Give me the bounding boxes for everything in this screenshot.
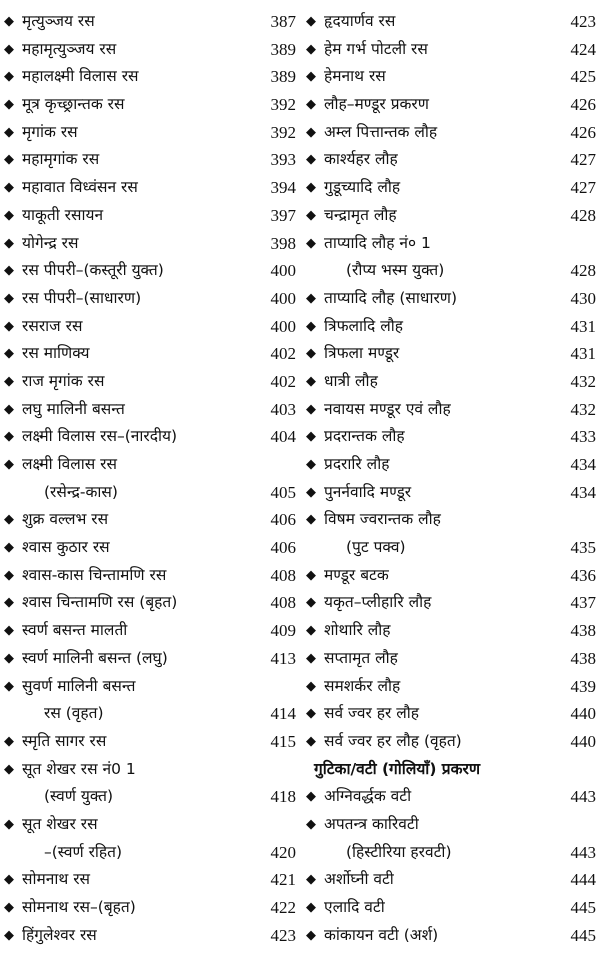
toc-entry xyxy=(4,617,296,645)
toc-entry-title: चन्द्रामृत लौह xyxy=(324,205,397,224)
toc-entry xyxy=(306,866,596,894)
toc-entry xyxy=(306,174,596,202)
toc-entry-page-number: 405 xyxy=(270,482,296,502)
toc-entry-page-number: 440 xyxy=(570,704,596,724)
toc-entry xyxy=(4,257,296,285)
toc-entry-page-number: 444 xyxy=(570,870,596,890)
toc-entry xyxy=(306,645,596,673)
toc-entry xyxy=(306,479,596,507)
toc-entry-title: शुक्र वल्लभ रस xyxy=(22,510,109,529)
toc-entry xyxy=(306,534,596,562)
toc-entry xyxy=(306,894,596,922)
toc-entry xyxy=(306,506,596,534)
diamond-bullet-icon: ◆ xyxy=(306,41,316,57)
toc-entry-title: श्वास कुठार रस xyxy=(22,538,110,557)
toc-entry-page-number: 418 xyxy=(270,787,296,807)
toc-entry-title: सप्तामृत लौह xyxy=(324,648,398,667)
toc-entry-page-number: 427 xyxy=(570,150,596,170)
toc-entry-title: प्रदरान्तक लौह xyxy=(324,427,405,446)
toc-entry-title: हेम गर्भ पोटली रस xyxy=(324,39,428,58)
diamond-bullet-icon: ◆ xyxy=(306,678,316,694)
diamond-bullet-icon: ◆ xyxy=(306,733,316,749)
diamond-bullet-icon: ◆ xyxy=(306,97,316,113)
toc-entry-title: शोथारि लौह xyxy=(324,621,391,640)
toc-entry xyxy=(306,230,596,258)
toc-entry-page-number: 426 xyxy=(570,122,596,142)
diamond-bullet-icon: ◆ xyxy=(4,567,14,583)
toc-entry-page-number: 426 xyxy=(570,95,596,115)
toc-entry-title: सोमनाथ रस–(बृहत) xyxy=(22,898,136,916)
toc-entry-page-number: 421 xyxy=(270,870,296,890)
toc-entry-page-number: 415 xyxy=(270,731,296,751)
toc-entry xyxy=(306,91,596,119)
toc-entry-page-number: 431 xyxy=(570,344,596,364)
diamond-bullet-icon: ◆ xyxy=(4,401,14,417)
diamond-bullet-icon: ◆ xyxy=(306,14,316,29)
toc-entry-title: लक्ष्मी विलास रस xyxy=(22,455,117,473)
toc-entry xyxy=(4,285,296,313)
toc-entry-title: कार्श्यहर लौह xyxy=(324,150,398,169)
toc-entry-page-number: 420 xyxy=(270,842,296,862)
toc-entry xyxy=(306,368,596,396)
toc-entry xyxy=(4,811,296,839)
toc-entry xyxy=(4,866,296,894)
diamond-bullet-icon: ◆ xyxy=(306,457,316,472)
toc-entry-title: एलादि वटी xyxy=(324,898,385,916)
toc-entry xyxy=(4,894,296,922)
toc-entry-page-number: 435 xyxy=(570,538,596,558)
toc-entry-page-number: 443 xyxy=(570,787,596,807)
toc-entry-title: कांकायन वटी (अर्श) xyxy=(324,925,439,944)
diamond-bullet-icon: ◆ xyxy=(4,927,14,943)
toc-entry-title: (पुट पक्व) xyxy=(346,538,406,557)
toc-entry xyxy=(4,451,296,479)
toc-entry xyxy=(306,285,596,313)
diamond-bullet-icon: ◆ xyxy=(4,152,14,168)
toc-entry-page-number: 438 xyxy=(570,621,596,641)
toc-entry-page-number: 439 xyxy=(570,676,596,696)
toc-entry-page-number: 387 xyxy=(270,12,296,31)
toc-entry xyxy=(4,700,296,728)
toc-entry xyxy=(4,728,296,756)
diamond-bullet-icon: ◆ xyxy=(306,180,316,196)
toc-entry-title: हेमनाथ रस xyxy=(324,67,386,86)
diamond-bullet-icon: ◆ xyxy=(4,97,14,113)
toc-entry-title: हिंगुलेश्वर रस xyxy=(22,925,97,944)
toc-entry-page-number: 389 xyxy=(270,39,296,59)
toc-entry-title: सुवर्ण मालिनी बसन्त xyxy=(22,676,136,695)
diamond-bullet-icon: ◆ xyxy=(4,678,14,694)
toc-entry-title: ताप्यादि लौह (साधारण) xyxy=(324,288,458,307)
toc-entry-title: मृगांक रस xyxy=(22,122,78,141)
toc-entry xyxy=(4,146,296,174)
toc-entry xyxy=(306,423,596,451)
toc-entry-title: समशर्कर लौह xyxy=(324,676,401,695)
diamond-bullet-icon: ◆ xyxy=(4,761,14,777)
toc-entry-page-number: 409 xyxy=(270,621,296,641)
diamond-bullet-icon: ◆ xyxy=(4,623,14,639)
toc-entry-title: ताप्यादि लौह नं० 1 xyxy=(324,233,431,252)
toc-entry-title: स्मृति सागर रस xyxy=(22,731,107,750)
toc-entry-title: रस पीपरी–(कस्तूरी युक्त) xyxy=(22,261,164,280)
toc-entry-title: (रौप्य भस्म युक्त) xyxy=(346,261,445,280)
toc-entry xyxy=(306,811,596,839)
diamond-bullet-icon: ◆ xyxy=(306,650,316,666)
toc-entry xyxy=(306,589,596,617)
toc-entry-title: स्वर्ण बसन्त मालती xyxy=(22,621,128,640)
toc-entry-title: लौह–मण्डूर प्रकरण xyxy=(324,95,429,114)
toc-entry-title: अपतन्त्र कारिवटी xyxy=(324,814,419,833)
toc-entry-title: अम्ल पित्तान्तक लौह xyxy=(324,122,438,141)
diamond-bullet-icon: ◆ xyxy=(4,816,14,832)
toc-entry-title: स्वर्ण मालिनी बसन्त (लघु) xyxy=(22,648,168,667)
diamond-bullet-icon: ◆ xyxy=(306,401,316,417)
toc-entry-title: धात्री लौह xyxy=(324,371,378,390)
toc-entry xyxy=(306,562,596,590)
toc-entry-page-number: 440 xyxy=(570,731,596,751)
toc-entry-page-number: 406 xyxy=(270,510,296,530)
diamond-bullet-icon: ◆ xyxy=(306,318,316,334)
toc-entry xyxy=(4,756,296,784)
toc-entry-title: गुडूच्यादि लौह xyxy=(324,178,401,197)
toc-entry xyxy=(306,63,596,91)
diamond-bullet-icon: ◆ xyxy=(306,872,316,888)
toc-entry-page-number: 433 xyxy=(570,427,596,447)
diamond-bullet-icon: ◆ xyxy=(4,124,14,140)
toc-entry xyxy=(4,63,296,91)
toc-entry-title: –(स्वर्ण रहित) xyxy=(44,842,123,861)
diamond-bullet-icon: ◆ xyxy=(306,816,316,832)
toc-entry xyxy=(306,8,596,36)
toc-entry-title: रस पीपरी–(साधारण) xyxy=(22,288,142,307)
toc-entry-page-number: 430 xyxy=(570,288,596,308)
diamond-bullet-icon: ◆ xyxy=(306,623,316,639)
diamond-bullet-icon: ◆ xyxy=(306,512,316,528)
toc-entry xyxy=(306,783,596,811)
toc-entry-page-number: 392 xyxy=(270,95,296,115)
toc-entry-title: हृदयार्णव रस xyxy=(324,12,396,30)
diamond-bullet-icon: ◆ xyxy=(4,346,14,362)
diamond-bullet-icon: ◆ xyxy=(306,207,316,223)
toc-entry xyxy=(306,340,596,368)
toc-entry-page-number: 402 xyxy=(270,344,296,364)
toc-entry xyxy=(306,313,596,341)
diamond-bullet-icon: ◆ xyxy=(306,429,316,445)
toc-entry-title: लघु मालिनी बसन्त xyxy=(22,399,125,418)
toc-entry xyxy=(4,91,296,119)
toc-entry xyxy=(306,396,596,424)
diamond-bullet-icon: ◆ xyxy=(4,373,14,389)
toc-column-left xyxy=(4,8,296,949)
section-heading xyxy=(306,756,596,784)
toc-entry-title: सूत शेखर रस नं0 1 xyxy=(22,759,136,778)
diamond-bullet-icon: ◆ xyxy=(4,235,14,251)
toc-entry xyxy=(4,562,296,590)
toc-entry-title: अग्निवर्द्धक वटी xyxy=(324,787,412,806)
toc-entry xyxy=(4,479,296,507)
toc-entry xyxy=(306,700,596,728)
toc-entry-page-number: 423 xyxy=(270,925,296,945)
toc-entry xyxy=(4,8,296,36)
toc-entry-title: महावात विध्वंसन रस xyxy=(22,178,138,197)
toc-entry-page-number: 392 xyxy=(270,122,296,142)
toc-entry-title: त्रिफला मण्डूर xyxy=(324,344,400,363)
toc-entry-title: नवायस मण्डूर एवं लौह xyxy=(324,399,451,418)
toc-entry-title: (स्वर्ण युक्त) xyxy=(44,787,114,806)
toc-entry xyxy=(306,673,596,701)
toc-entry-page-number: 427 xyxy=(570,178,596,198)
toc-entry xyxy=(306,36,596,64)
diamond-bullet-icon: ◆ xyxy=(4,900,14,915)
toc-entry xyxy=(4,230,296,258)
toc-entry-title: लक्ष्मी विलास रस–(नारदीय) xyxy=(22,427,178,446)
toc-entry-page-number: 425 xyxy=(570,67,596,87)
toc-entry-title: महालक्ष्मी विलास रस xyxy=(22,67,139,86)
toc-entry xyxy=(4,36,296,64)
diamond-bullet-icon: ◆ xyxy=(4,41,14,57)
diamond-bullet-icon: ◆ xyxy=(306,373,316,389)
diamond-bullet-icon: ◆ xyxy=(4,733,14,749)
toc-entry-title: यकृत–प्लीहारि लौह xyxy=(324,593,432,612)
diamond-bullet-icon: ◆ xyxy=(306,567,316,583)
toc-entry-title: रस (वृहत) xyxy=(44,704,104,723)
diamond-bullet-icon: ◆ xyxy=(4,290,14,306)
toc-entry xyxy=(4,396,296,424)
toc-entry-page-number: 413 xyxy=(270,648,296,668)
toc-entry-title: रस माणिक्य xyxy=(22,344,90,363)
toc-entry xyxy=(4,119,296,147)
diamond-bullet-icon: ◆ xyxy=(4,650,14,666)
toc-entry-page-number: 400 xyxy=(270,261,296,281)
toc-entry-page-number: 443 xyxy=(570,842,596,862)
diamond-bullet-icon: ◆ xyxy=(306,595,316,611)
toc-entry xyxy=(306,839,596,867)
toc-entry-page-number: 404 xyxy=(270,427,296,447)
toc-entry-title: सोमनाथ रस xyxy=(22,870,91,889)
diamond-bullet-icon: ◆ xyxy=(306,900,316,915)
toc-entry-title: याकूती रसायन xyxy=(22,205,104,224)
toc-entry-title: सर्व ज्वर हर लौह (वृहत) xyxy=(324,731,462,750)
diamond-bullet-icon: ◆ xyxy=(306,346,316,362)
toc-entry xyxy=(4,534,296,562)
toc-entry-page-number: 414 xyxy=(270,704,296,724)
toc-entry-title: (रसेन्द्र-कास) xyxy=(44,482,118,501)
toc-entry xyxy=(306,922,596,950)
toc-entry-page-number: 434 xyxy=(570,482,596,502)
diamond-bullet-icon: ◆ xyxy=(306,789,316,805)
toc-entry-title: श्वास-कास चिन्तामणि रस xyxy=(22,565,167,584)
toc-entry-page-number: 398 xyxy=(270,233,296,253)
toc-entry-title: मूत्र कृच्छ्रान्तक रस xyxy=(22,95,125,114)
toc-entry-page-number: 437 xyxy=(570,593,596,613)
toc-entry-page-number: 397 xyxy=(270,205,296,225)
section-heading-text: गुटिका/वटी (गोलियाँ) प्रकरण xyxy=(314,759,481,778)
toc-entry-page-number: 432 xyxy=(570,399,596,419)
toc-entry-page-number: 402 xyxy=(270,371,296,391)
toc-entry xyxy=(4,368,296,396)
toc-entry-page-number: 428 xyxy=(570,205,596,225)
diamond-bullet-icon: ◆ xyxy=(4,540,14,556)
toc-entry-title: राज मृगांक रस xyxy=(22,371,105,390)
toc-entry-page-number: 438 xyxy=(570,648,596,668)
toc-entry-title: सूत शेखर रस xyxy=(22,814,98,833)
toc-entry-title: प्रदरारि लौह xyxy=(324,455,390,473)
toc-entry xyxy=(4,202,296,230)
toc-column-right xyxy=(306,8,596,949)
toc-entry-title: महामृगांक रस xyxy=(22,150,100,169)
toc-entry-page-number: 400 xyxy=(270,316,296,336)
toc-entry-page-number: 400 xyxy=(270,288,296,308)
toc-entry xyxy=(306,257,596,285)
toc-entry-page-number: 431 xyxy=(570,316,596,336)
diamond-bullet-icon: ◆ xyxy=(306,290,316,306)
toc-entry-title: रसराज रस xyxy=(22,316,83,335)
toc-entry-title: सर्व ज्वर हर लौह xyxy=(324,704,420,723)
diamond-bullet-icon: ◆ xyxy=(306,124,316,140)
toc-entry-page-number: 394 xyxy=(270,178,296,198)
toc-entry-page-number: 424 xyxy=(570,39,596,59)
diamond-bullet-icon: ◆ xyxy=(306,484,316,500)
diamond-bullet-icon: ◆ xyxy=(306,706,316,722)
toc-entry xyxy=(4,506,296,534)
toc-entry-page-number: 393 xyxy=(270,150,296,170)
toc-entry-page-number: 434 xyxy=(570,455,596,474)
diamond-bullet-icon: ◆ xyxy=(4,457,14,472)
toc-entry-title: विषम ज्वरान्तक लौह xyxy=(324,510,441,529)
toc-entry xyxy=(306,146,596,174)
toc-entry-page-number: 423 xyxy=(570,12,596,31)
toc-entry-title: पुनर्नवादि मण्डूर xyxy=(324,482,412,501)
diamond-bullet-icon: ◆ xyxy=(306,235,316,251)
toc-entry xyxy=(306,202,596,230)
diamond-bullet-icon: ◆ xyxy=(306,927,316,943)
toc-entry-title: योगेन्द्र रस xyxy=(22,233,79,252)
toc-entry xyxy=(4,673,296,701)
diamond-bullet-icon: ◆ xyxy=(4,207,14,223)
toc-entry xyxy=(4,922,296,950)
diamond-bullet-icon: ◆ xyxy=(306,69,316,85)
toc-entry-page-number: 389 xyxy=(270,67,296,87)
toc-entry-page-number: 403 xyxy=(270,399,296,419)
diamond-bullet-icon: ◆ xyxy=(4,512,14,528)
diamond-bullet-icon: ◆ xyxy=(4,14,14,29)
toc-entry xyxy=(306,119,596,147)
toc-entry xyxy=(4,313,296,341)
toc-entry xyxy=(4,839,296,867)
diamond-bullet-icon: ◆ xyxy=(4,180,14,196)
diamond-bullet-icon: ◆ xyxy=(4,69,14,85)
toc-entry xyxy=(4,340,296,368)
toc-entry-page-number: 445 xyxy=(570,898,596,917)
diamond-bullet-icon: ◆ xyxy=(4,872,14,888)
diamond-bullet-icon: ◆ xyxy=(4,263,14,279)
toc-entry-page-number: 422 xyxy=(270,898,296,917)
diamond-bullet-icon: ◆ xyxy=(4,595,14,611)
toc-entry xyxy=(306,617,596,645)
toc-entry xyxy=(306,728,596,756)
diamond-bullet-icon: ◆ xyxy=(306,152,316,168)
toc-entry xyxy=(306,451,596,479)
diamond-bullet-icon: ◆ xyxy=(4,318,14,334)
toc-entry-page-number: 432 xyxy=(570,371,596,391)
toc-entry-page-number: 445 xyxy=(570,925,596,945)
toc-entry-page-number: 408 xyxy=(270,593,296,613)
toc-entry-page-number: 428 xyxy=(570,261,596,281)
toc-entry-title: महामृत्युञ्जय रस xyxy=(22,39,117,58)
toc-entry-title: श्वास चिन्तामणि रस (बृहत) xyxy=(22,593,178,612)
toc-entry-page-number: 406 xyxy=(270,538,296,558)
toc-entry xyxy=(4,645,296,673)
toc-entry xyxy=(4,423,296,451)
toc-entry-title: मण्डूर बटक xyxy=(324,565,389,584)
toc-entry-page-number: 436 xyxy=(570,565,596,585)
toc-entry xyxy=(4,589,296,617)
toc-entry-title: त्रिफलादि लौह xyxy=(324,316,403,335)
toc-entry-page-number: 408 xyxy=(270,565,296,585)
toc-entry-title: मृत्युञ्जय रस xyxy=(22,12,95,30)
toc-entry-title: (हिस्टीरिया हरवटी) xyxy=(346,842,452,861)
toc-entry xyxy=(4,783,296,811)
diamond-bullet-icon: ◆ xyxy=(4,429,14,445)
toc-entry-title: अर्शोघ्नी वटी xyxy=(324,870,394,889)
toc-entry xyxy=(4,174,296,202)
